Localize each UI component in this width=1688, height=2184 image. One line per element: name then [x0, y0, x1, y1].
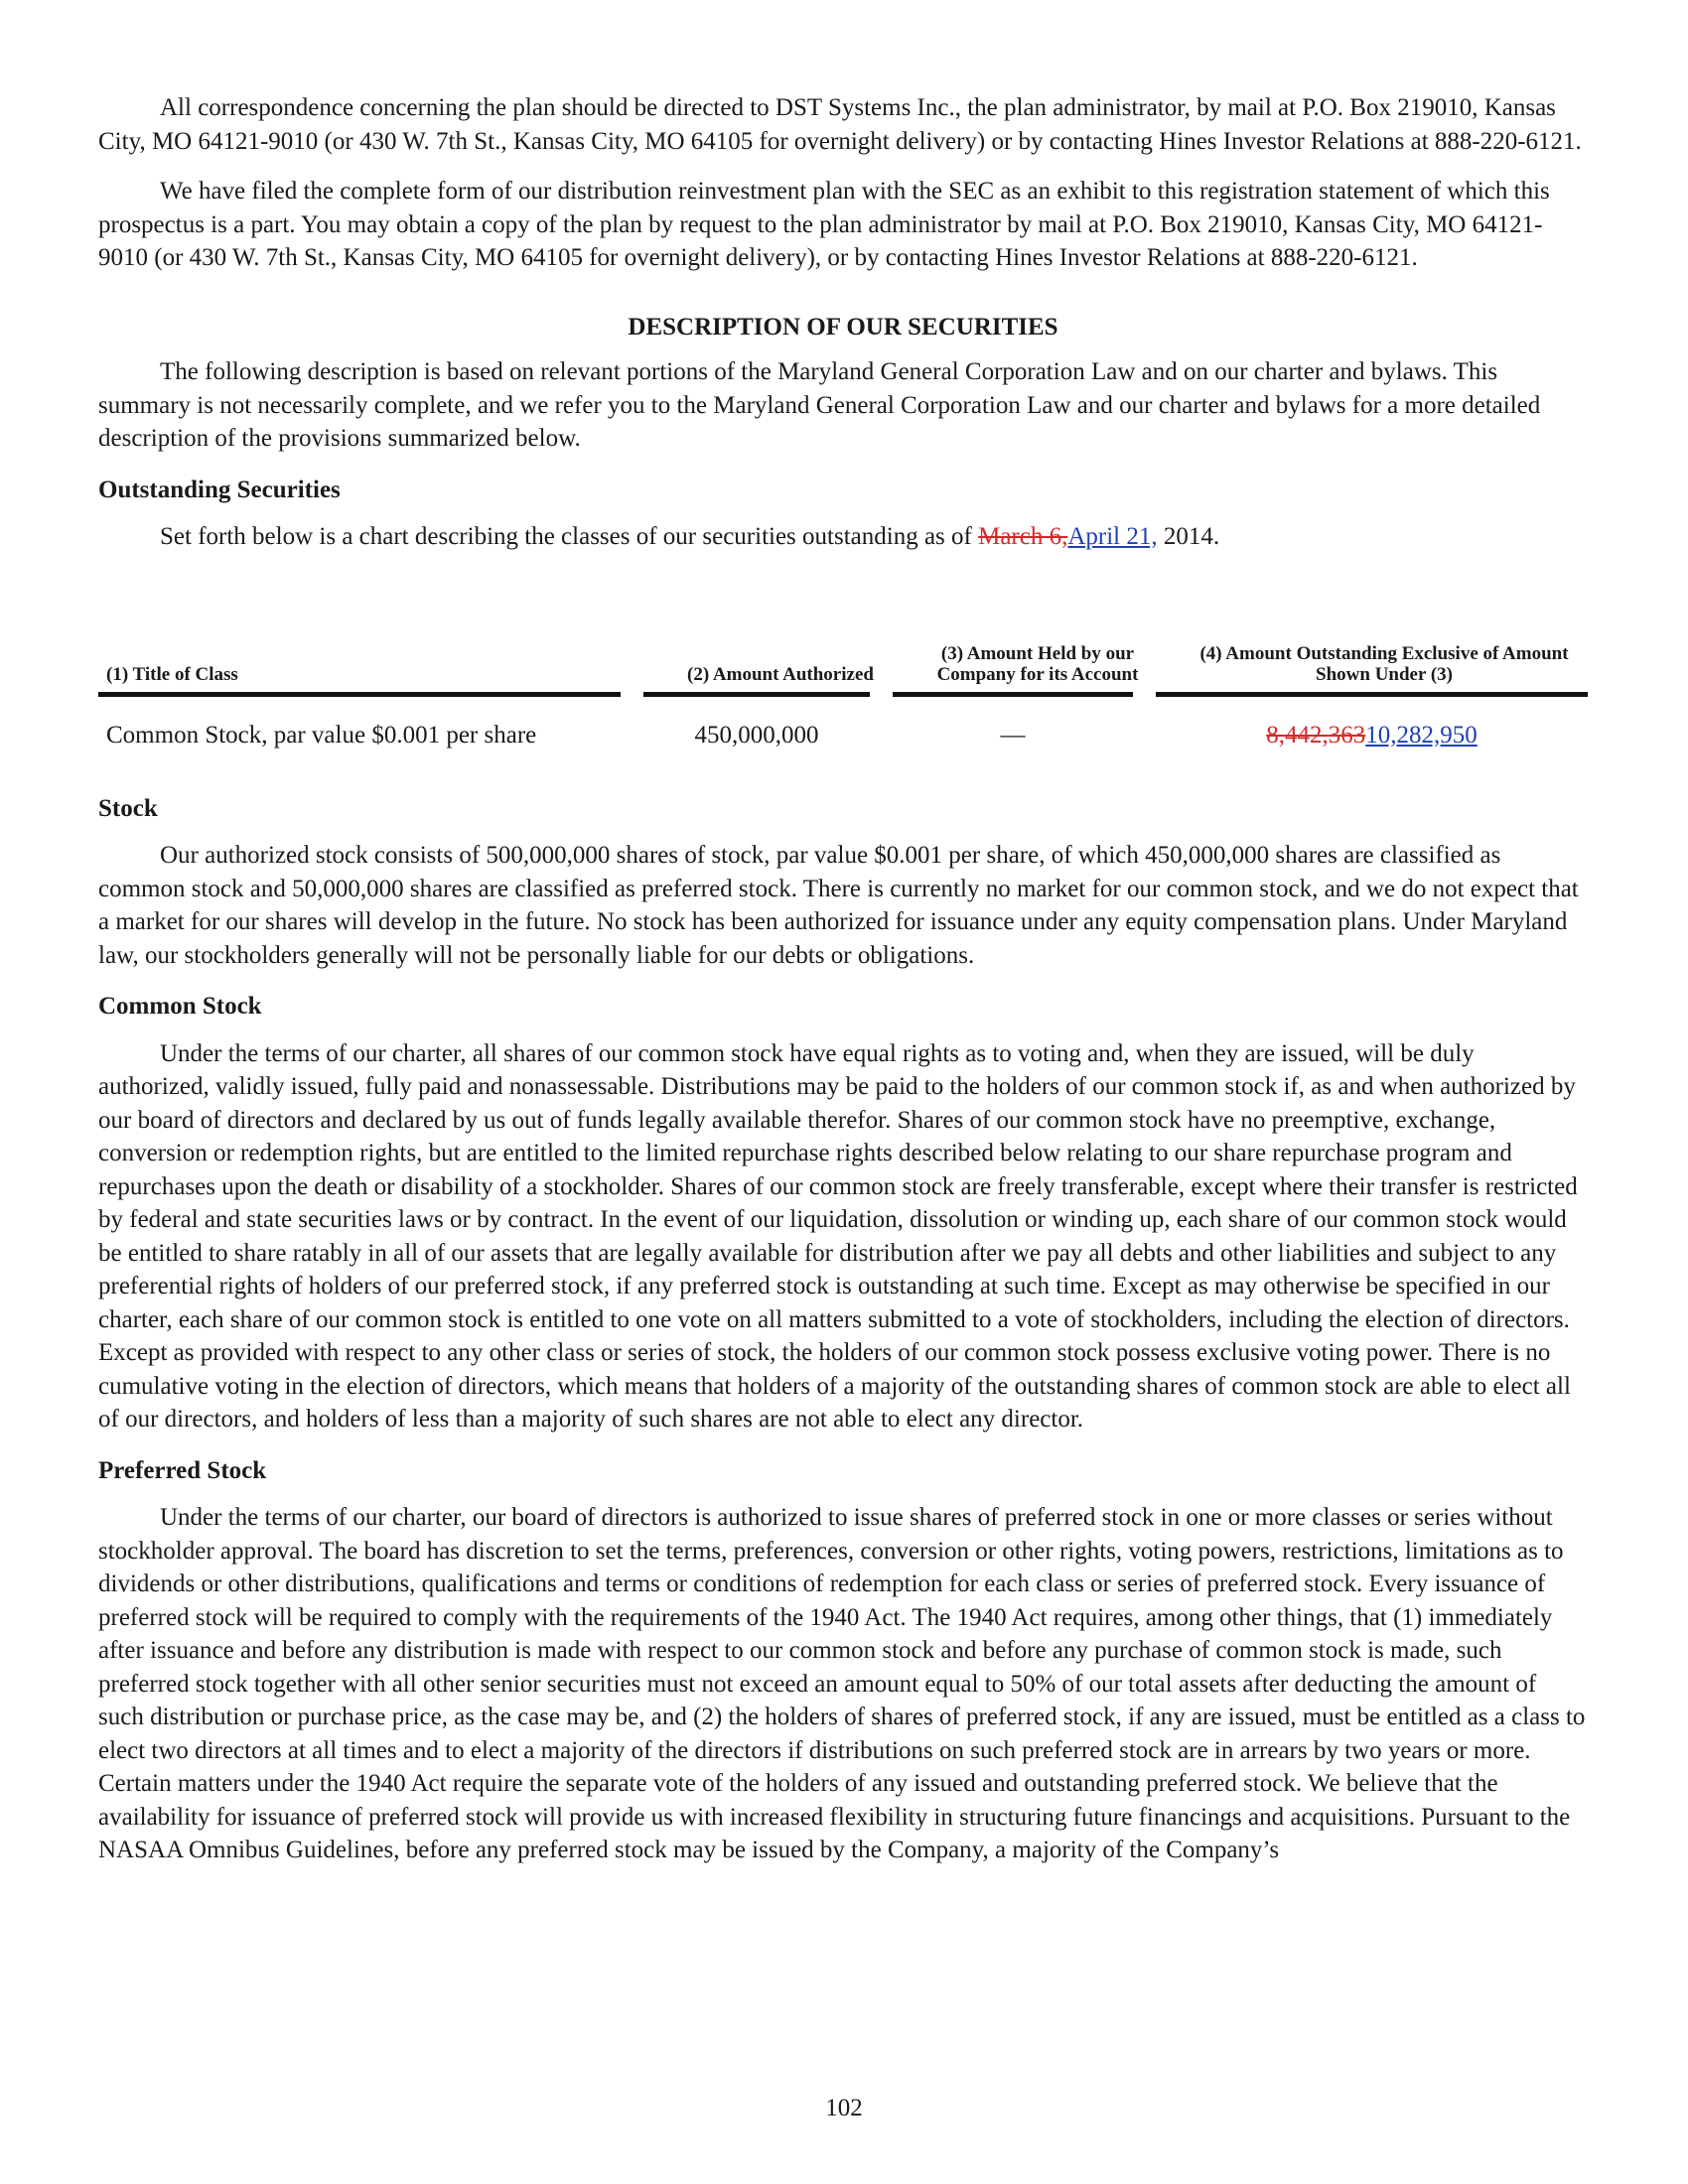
header-rule-4: [1156, 692, 1588, 697]
deleted-outstanding-amount: 8,442,363: [1266, 721, 1366, 749]
deleted-date: March 6,: [978, 523, 1068, 550]
header-cell-outstanding: [1181, 562, 1588, 685]
correspondence-paragraph: All correspondence concerning the plan should be directed to DST Systems Inc., the plan administrator, by mail at P.O. Box 219010, Kansas City, MO 64121-9010 (or 430 W. 7th St., Kansas City, MO 64105 for overnight delivery) or by contacting Hines Investor Relations at 888-220-6121.: [98, 94, 1582, 155]
preferred-stock-heading: Preferred Stock: [98, 1456, 267, 1484]
outstanding-lead-year: 2014.: [1157, 523, 1220, 550]
outstanding-securities-heading: Outstanding Securities: [98, 476, 341, 503]
stock-paragraph: Our authorized stock consists of 500,000,000 shares of stock, par value $0.001 per share, of which 450,000,000 shares are classified as common stock and 50,000,000 shares are classified as preferred stock. There is currently no market for our common stock, and we do not expect that a market for our shares will develop in the future. No stock has been authorized for issuance under any equity compensation plans. Under Maryland law, our stockholders generally will not be personally liable for our debts or obligations.: [98, 842, 1579, 969]
header-amount-authorized: (2) Amount Authorized: [687, 663, 874, 685]
stock-heading: Stock: [98, 794, 158, 822]
header-cell-held: [917, 562, 1158, 685]
common-stock-heading: Common Stock: [98, 993, 262, 1020]
header-cell-authorized: [667, 562, 894, 685]
preferred-stock-paragraph: Under the terms of our charter, our board of directors is authorized to issue shares of preferred stock in one or more classes or series without stockholder approval. The board has discretion to set the terms, preferences, conversion or other rights, voting powers, restrictions, limitations as to dividends or other distributions, qualifications and terms or conditions of redemption for each class or series of preferred stock. Every issuance of preferred stock will be required to comply with the requirements of the 1940 Act. The 1940 Act requires, among other things, that (1) immediately after issuance and before any distribution is made with respect to our common stock and before any purchase of common stock is made, such preferred stock together with all other senior securities must not exceed an amount equal to 50% of our total assets after deducting the amount of such distribution or purchase price, as the case may be, and (2) the holders of shares of preferred stock, if any are issued, must be entitled as a class to elect two directors at all times and to elect a majority of the directors if distributions on such preferred stock are in arrears by two years or more. Certain matters under the 1940 Act require the separate vote of the holders of any issued and outstanding preferred stock. We believe that the availability for issuance of preferred stock will provide us with increased flexibility in structuring future financings and acquisitions. Pursuant to the NASAA Omnibus Guidelines, before any preferred stock may be issued by the Company, a majority of the Company’s: [98, 1504, 1586, 1863]
page-number: 102: [825, 2095, 863, 2121]
section-intro-paragraph: The following description is based on relevant portions of the Maryland General Corporation Law and on our charter and bylaws. This summary is not necessarily complete, and we refer you to the Maryland General Corporation Law and our charter and bylaws for a more detailed description of the provisions summarized below.: [98, 358, 1541, 452]
securities-table: [98, 562, 1588, 778]
header-amount-held: (3) Amount Held by our Company for its Account: [936, 642, 1139, 685]
cell-amount-outstanding: [1156, 719, 1588, 751]
header-rule-1: [98, 692, 621, 697]
common-stock-paragraph: Under the terms of our charter, all shares of our common stock have equal rights as to voting and, when they are issued, will be duly authorized, validly issued, fully paid and nonassessable. Distributions may be paid to the holders of our common stock if, as and when authorized by our board of directors and declared by us out of funds legally available therefor. Shares of our common stock have no preemptive, exchange, conversion or redemption rights, but are entitled to the limited repurchase rights described below relating to our share repurchase program and repurchases upon the death or disability of a stockholder. Shares of our common stock are freely transferable, except where their transfer is restricted by federal and state securities laws or by contract. In the event of our liquidation, dissolution or winding up, each share of our common stock would be entitled to share ratably in all of our assets that are legally available for distribution after we pay all debts and other liabilities and subject to any preferential rights of holders of our preferred stock, if any preferred stock is outstanding at such time. Except as may otherwise be specified in our charter, each share of our common stock is entitled to one vote on all matters submitted to a vote of stockholders, including the election of directors. Except as provided with respect to any other class or series of stock, the holders of our common stock possess exclusive voting power. There is no cumulative voting in the election of directors, which means that holders of a majority of the outstanding shares of common stock are able to elect all of our directors, and holders of less than a majority of such shares are not able to elect any director.: [98, 1039, 1578, 1433]
document-page: [98, 91, 1588, 1867]
header-cell-title: [106, 562, 642, 685]
section-title: DESCRIPTION OF OUR SECURITIES: [628, 313, 1058, 341]
outstanding-lead-text: Set forth below is a chart describing the classes of our securities outstanding as of: [160, 523, 979, 550]
header-rule-3: [893, 692, 1133, 697]
inserted-outstanding-amount: 10,282,950: [1365, 721, 1477, 749]
inserted-date: April 21,: [1067, 523, 1158, 550]
outstanding-lead-paragraph: [98, 520, 1588, 554]
plan-copy-paragraph: We have filed the complete form of our distribution reinvestment plan with the SEC as an exhibit to this registration statement of which this prospectus is a part. You may obtain a copy of the plan by request to the plan administrator by mail at P.O. Box 219010, Kansas City, MO 64121-9010 (or 430 W. 7th St., Kansas City, MO 64105 for overnight delivery), or by contacting Hines Investor Relations at 888-220-6121.: [98, 178, 1550, 271]
cell-amount-authorized: 450,000,000: [694, 721, 819, 749]
header-rule-2: [643, 692, 870, 697]
header-title-of-class: (1) Title of Class: [106, 663, 238, 685]
cell-title-of-class: Common Stock, par value $0.001 per share: [106, 721, 537, 749]
header-amount-outstanding: (4) Amount Outstanding Exclusive of Amount Shown Under (3): [1199, 642, 1569, 685]
cell-amount-held: —: [1000, 721, 1026, 749]
